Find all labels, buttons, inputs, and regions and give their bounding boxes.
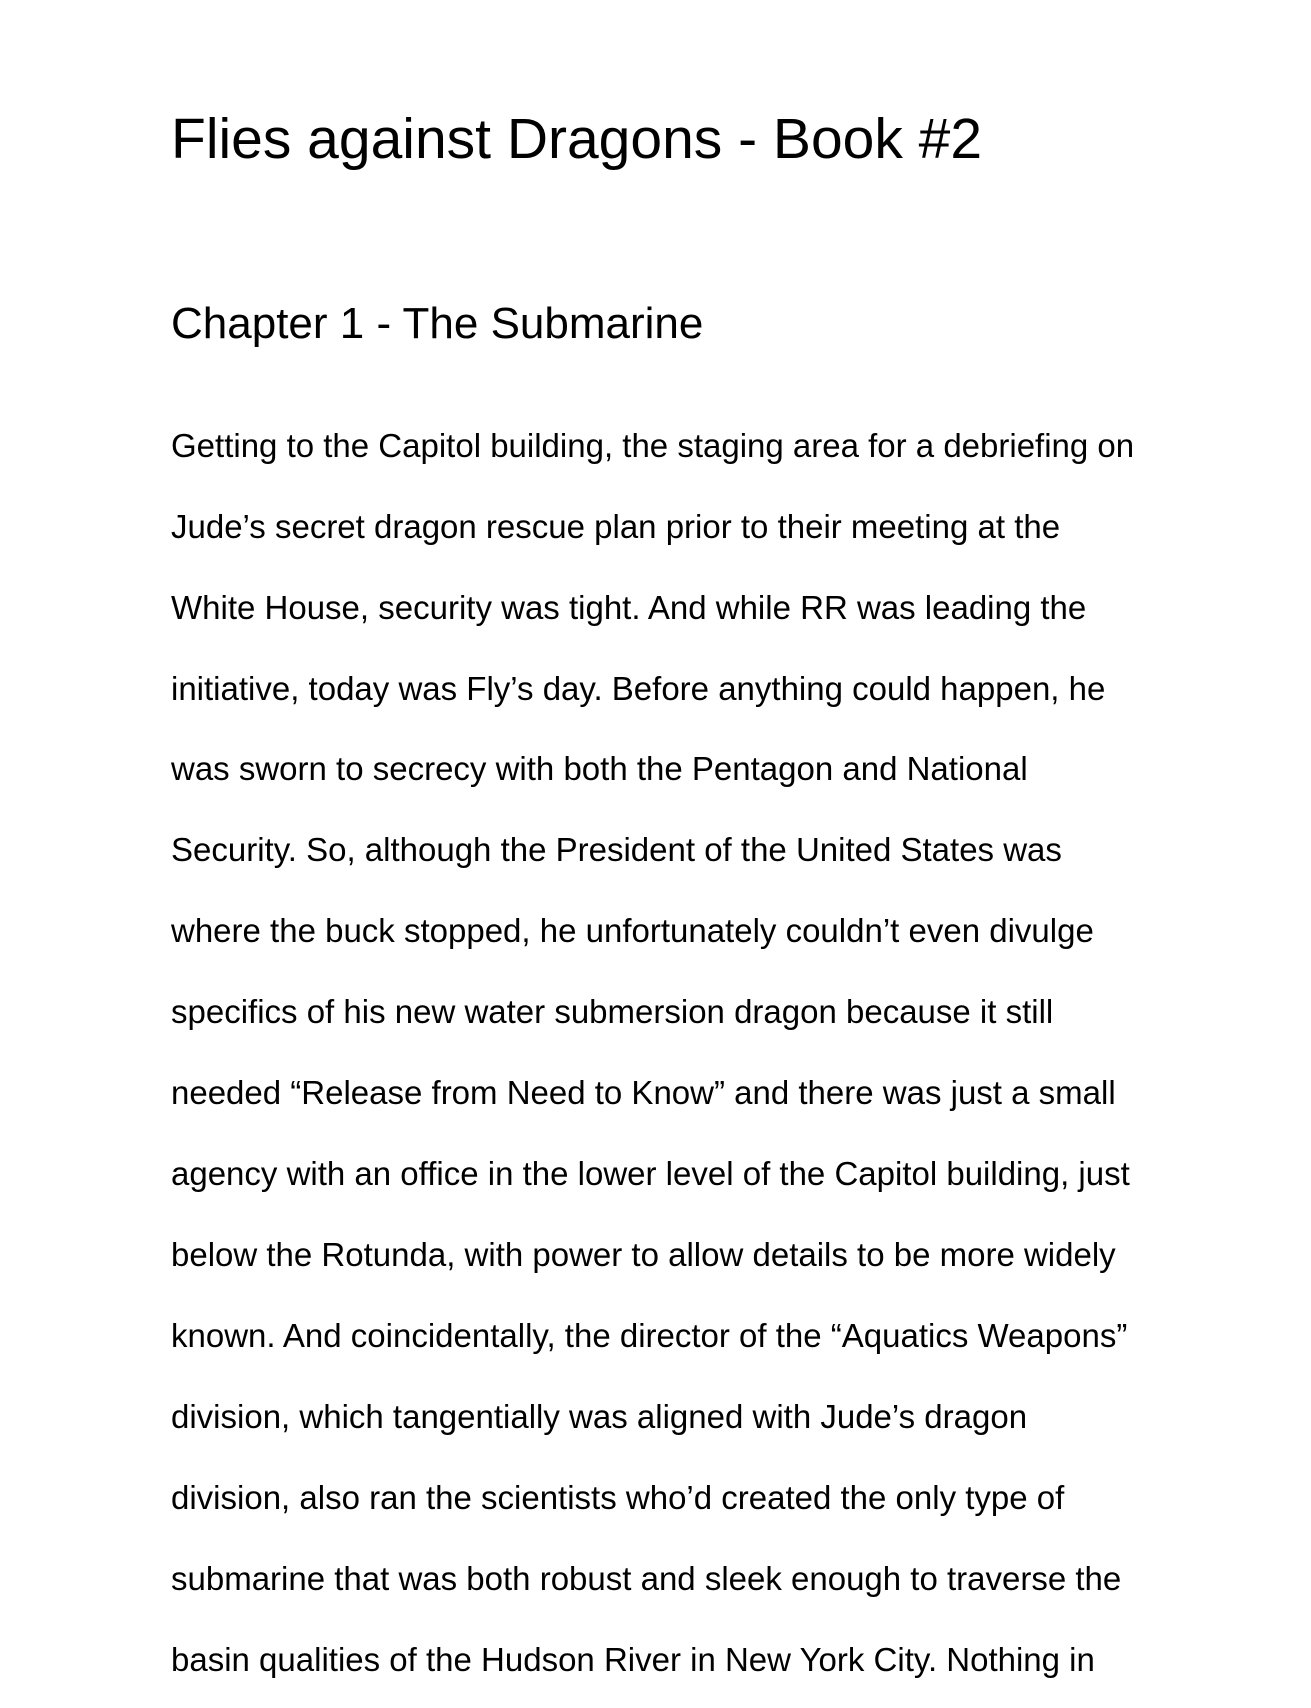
text-line: division, which tangentially was aligned with Jude’s dragon — [171, 1398, 1028, 1435]
text-line: needed “Release from Need to Know” and there was just a small — [171, 1074, 1116, 1111]
text-line: specifics of his new water submersion dragon because it still — [171, 993, 1054, 1030]
text-line: Getting to the Capitol building, the staging area for a debriefing on — [171, 427, 1135, 464]
text-line: known. And coincidentally, the director of the “Aquatics Weapons” — [171, 1317, 1128, 1354]
text-line: White House, security was tight. And while RR was leading the — [171, 589, 1087, 626]
text-line: below the Rotunda, with power to allow details to be more widely — [171, 1236, 1116, 1273]
text-line: initiative, today was Fly’s day. Before anything could happen, he — [171, 670, 1106, 707]
text-line: division, also ran the scientists who’d created the only type of — [171, 1479, 1065, 1516]
text-line: Jude’s secret dragon rescue plan prior to their meeting at the — [171, 508, 1061, 545]
text-line: was sworn to secrecy with both the Pentagon and National — [171, 750, 1028, 787]
text-line: agency with an office in the lower level of the Capitol building, just — [171, 1155, 1130, 1192]
text-line: where the buck stopped, he unfortunately couldn’t even divulge — [171, 912, 1094, 949]
book-title: Flies against Dragons - Book #2 — [171, 107, 983, 171]
text-line: basin qualities of the Hudson River in New York City. Nothing in — [171, 1641, 1095, 1678]
text-line: submarine that was both robust and sleek enough to traverse the — [171, 1560, 1122, 1597]
text-line: Security. So, although the President of the United States was — [171, 831, 1062, 868]
chapter-heading: Chapter 1 - The Submarine — [171, 299, 704, 348]
